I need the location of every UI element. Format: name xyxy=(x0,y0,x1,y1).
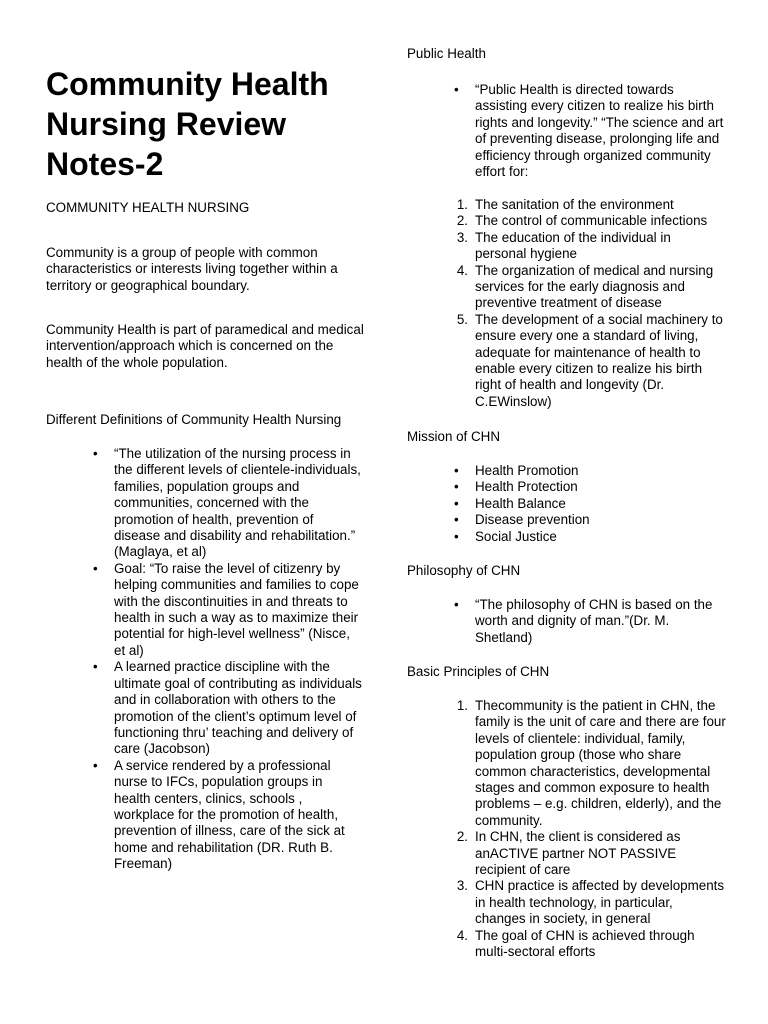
list-item xyxy=(456,197,725,213)
public-health-quote-list xyxy=(475,82,725,180)
document-title: Community Health Nursing Review Notes-2 xyxy=(46,66,329,182)
list-item xyxy=(456,213,725,229)
item-text: The education of the individual in personal hygiene xyxy=(475,229,671,262)
list-item xyxy=(456,311,725,410)
list-item xyxy=(456,829,727,878)
public-health-heading: Public Health xyxy=(407,46,486,61)
list-item: • “Public Health is directed towards assisting every citizen to realize his birth rights and longevity.” “The science and art of preventing disease, prolonging life and efficiency through organized community effort for: xyxy=(475,82,725,180)
item-number: 4. xyxy=(456,927,468,943)
item-number: 3. xyxy=(456,878,468,894)
item-number: 1. xyxy=(456,197,468,212)
item-text: In CHN, the client is considered as anACTIVE partner NOT PASSIVE recipient of care xyxy=(475,829,681,878)
philosophy-heading: Philosophy of CHN xyxy=(407,563,521,578)
list-item: • Disease prevention xyxy=(475,512,725,528)
community-health-definition: Community Health is part of paramedical and medical intervention/approach which is concerned on the health of the whole population. xyxy=(46,322,364,370)
item-text: The development of a social machinery to ensure every one a standard of living, adequate for maintenance of health to enable every citizen to realize his birth right of health and longevity (Dr. C.EWinslow) xyxy=(475,311,723,409)
principles-heading: Basic Principles of CHN xyxy=(407,664,550,679)
philosophy-list xyxy=(475,597,727,646)
list-item: • “The utilization of the nursing process in the different levels of clientele-individuals, families, population groups and communities, concerned with the promotion of health, prevention of disease and disability and rehabilitation.” (Maglaya, et al) xyxy=(114,446,362,561)
item-number: 4. xyxy=(456,262,468,278)
item-text: Thecommunity is the patient in CHN, the family is the unit of care and there are four levels of clientele: individual, family, population group (those who share common characteristics, developmental stages and common exposure to health problems – e.g. children, elderly), and the community. xyxy=(475,698,726,828)
list-item xyxy=(456,927,727,961)
list-item: • Goal: “To raise the level of citizenry by helping communities and families to cope with the discontinuities in and threats to health in such a way as to maximize their potential for high-level wellness” (Nisce, et al) xyxy=(114,561,362,659)
list-item: • Health Balance xyxy=(475,496,725,512)
item-number: 2. xyxy=(456,213,468,229)
item-text: The organization of medical and nursing services for the early diagnosis and preventive treatment of disease xyxy=(475,262,714,311)
list-item: • A service rendered by a professional nurse to IFCs, population groups in health centers, clinics, schools , workplace for the promotion of health, prevention of illness, care of the sick at home and rehabilitation (DR. Ruth B. Freeman) xyxy=(114,758,362,873)
list-item xyxy=(456,229,725,263)
list-item: • Social Justice xyxy=(475,529,725,545)
section-heading: COMMUNITY HEALTH NURSING xyxy=(46,200,250,215)
item-number: 2. xyxy=(456,829,468,845)
list-item: • A learned practice discipline with the ultimate goal of contributing as individuals and in collaboration with others to the promotion of the client’s optimum level of functioning thru’ teaching and delivery of care (Jacobson) xyxy=(114,659,362,757)
item-text: The goal of CHN is achieved through multi-sectoral efforts xyxy=(475,927,695,960)
mission-heading: Mission of CHN xyxy=(407,429,501,444)
principles-list xyxy=(456,698,727,961)
definitions-heading: Different Definitions of Community Health Nursing xyxy=(46,412,342,427)
public-health-items xyxy=(456,197,725,410)
list-item xyxy=(456,878,727,927)
community-definition: Community is a group of people with common characteristics or interests living together within a territory or geographical boundary. xyxy=(46,245,338,293)
mission-list xyxy=(475,463,725,545)
item-number: 5. xyxy=(456,311,468,327)
list-item: • Health Protection xyxy=(475,479,725,495)
list-item: • “The philosophy of CHN is based on the worth and dignity of man.”(Dr. M. Shetland) xyxy=(475,597,727,646)
item-number: 1. xyxy=(456,698,468,713)
item-text: The sanitation of the environment xyxy=(475,197,674,212)
list-item: • Health Promotion xyxy=(475,463,725,479)
item-number: 3. xyxy=(456,229,468,245)
item-text: CHN practice is affected by developments in health technology, in particular, changes in society, in general xyxy=(475,878,725,927)
item-text: The control of communicable infections xyxy=(475,213,708,229)
list-item xyxy=(456,262,725,312)
definitions-list xyxy=(114,446,362,873)
list-item xyxy=(456,698,727,829)
